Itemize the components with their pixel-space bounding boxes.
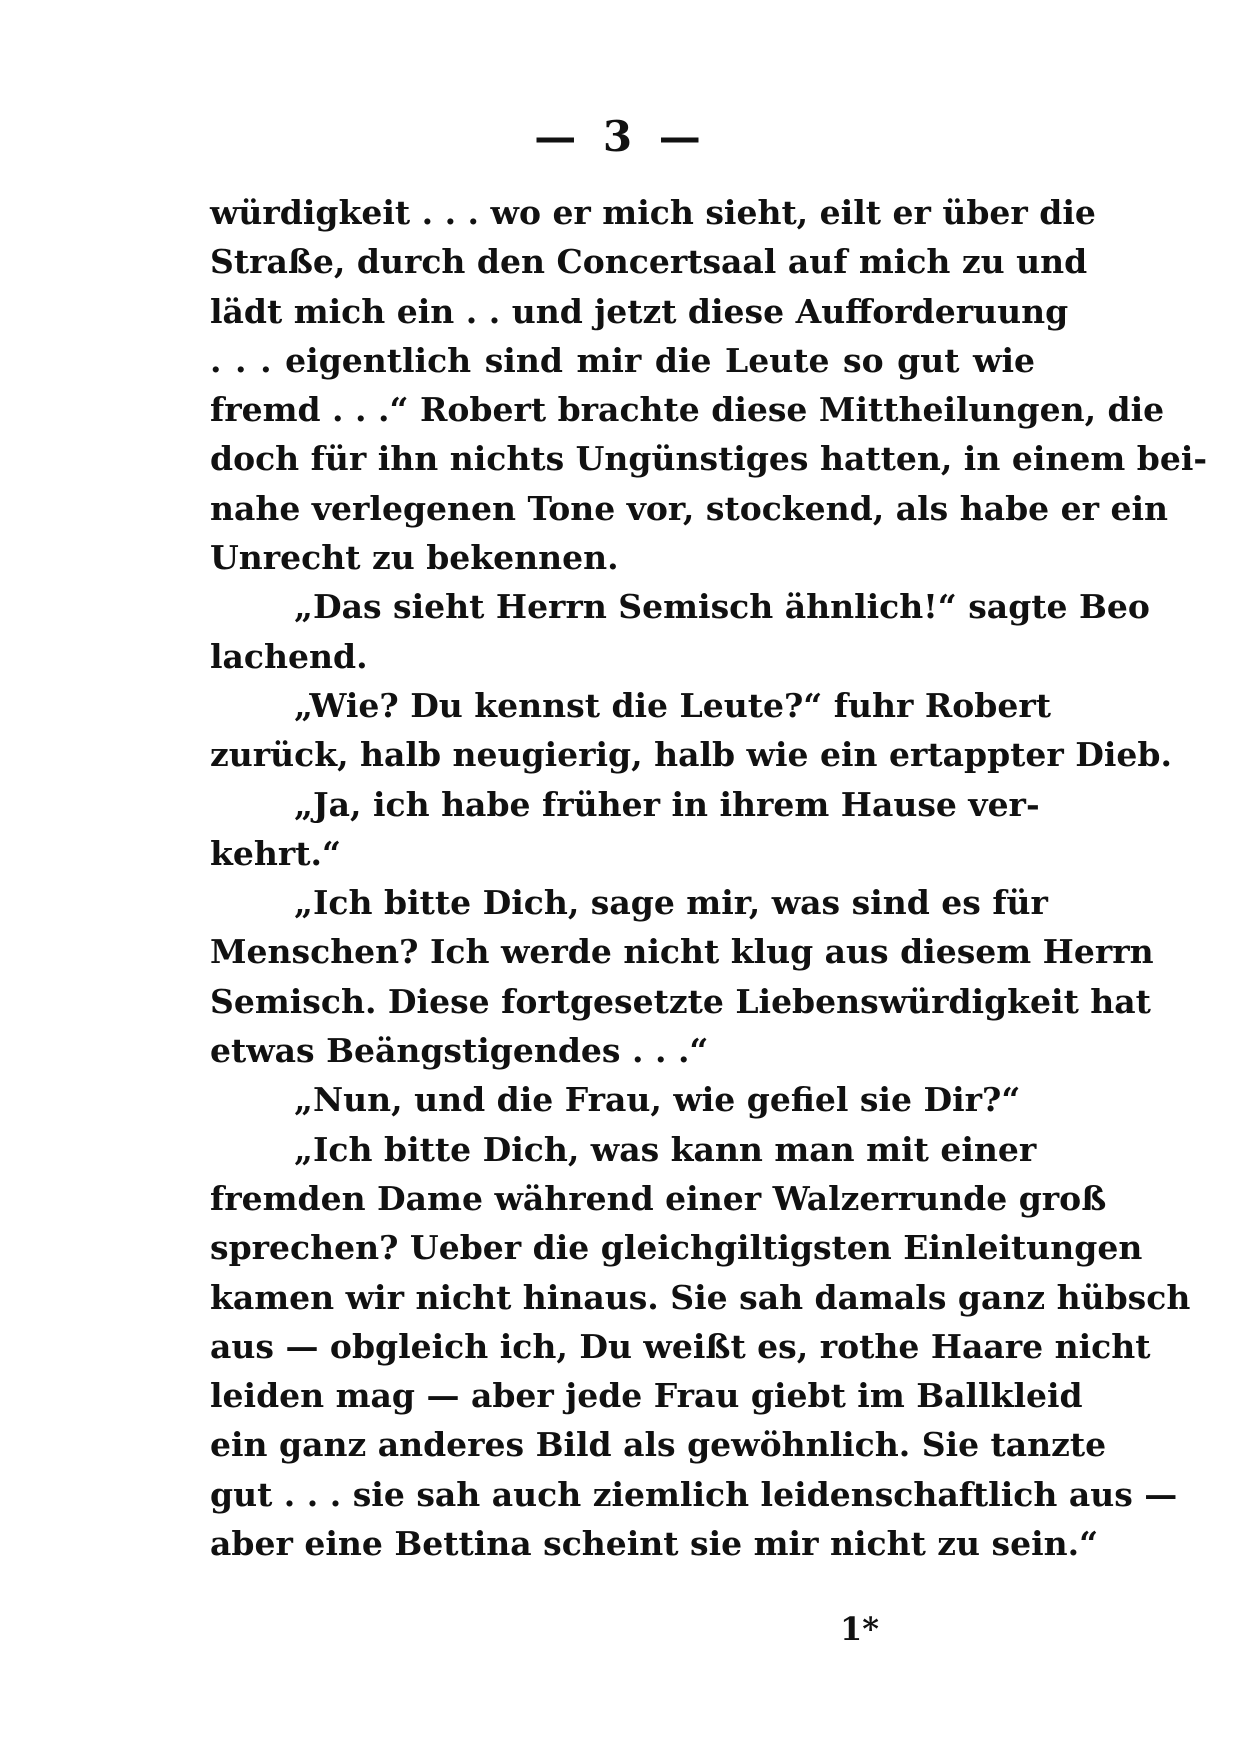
text-line: sprechen? Ueber die gleichgiltigsten Einleitungen <box>210 1228 1143 1268</box>
text-line: ein ganz anderes Bild als gewöhnlich. Sie tanzte <box>210 1425 1107 1465</box>
text-line: lachend. <box>210 636 368 676</box>
text-line: Semisch. Diese fortgesetzte Liebenswürdigkeit hat <box>210 981 1151 1021</box>
text-line: „Nun, und die Frau, wie gefiel sie Dir?“ <box>294 1080 1021 1120</box>
text-line: „Wie? Du kennst die Leute?“ fuhr Robert <box>294 685 1051 725</box>
text-line: „Ich bitte Dich, was kann man mit einer <box>294 1129 1037 1169</box>
text-line: kehrt.“ <box>210 833 341 873</box>
body-text <box>210 188 1208 1568</box>
text-line: lädt mich ein . . und jetzt diese Aufforderuung <box>210 291 1069 331</box>
text-line: Straße, durch den Concertsaal auf mich zu und <box>210 242 1088 282</box>
text-line: aus — obgleich ich, Du weißt es, rothe Haare nicht <box>210 1326 1151 1366</box>
text-line: „Ich bitte Dich, sage mir, was sind es für <box>294 883 1048 923</box>
text-line: Unrecht zu bekennen. <box>210 538 619 578</box>
text-line: „Das sieht Herrn Semisch ähnlich!“ sagte Beo <box>294 587 1150 627</box>
signature-mark: 1* <box>840 1610 879 1648</box>
text-line: zurück, halb neugierig, halb wie ein ertappter Dieb. <box>210 735 1172 775</box>
text-line: etwas Beängstigendes . . .“ <box>210 1031 709 1071</box>
text-line: leiden mag — aber jede Frau giebt im Ballkleid <box>210 1376 1083 1416</box>
text-line: Menschen? Ich werde nicht klug aus diesem Herrn <box>210 932 1154 972</box>
text-line: nahe verlegenen Tone vor, stockend, als habe er ein <box>210 488 1169 528</box>
text-line: würdigkeit . . . wo er mich sieht, eilt er über die <box>210 193 1096 232</box>
text-line: doch für ihn nichts Ungünstiges hatten, in einem bei- <box>210 439 1208 479</box>
text-line: fremden Dame während einer Walzerrunde groß <box>210 1178 1107 1218</box>
text-line: „Ja, ich habe früher in ihrem Hause ver- <box>294 784 1040 824</box>
text-line: aber eine Bettina scheint sie mir nicht zu sein.“ <box>210 1524 1099 1564</box>
page-number: — 3 — <box>534 112 707 161</box>
text-line: fremd . . .“ Robert brachte diese Mittheilungen, die <box>210 390 1165 430</box>
text-line: gut . . . sie sah auch ziemlich leidenschaftlich aus — <box>210 1474 1178 1514</box>
text-line: . . . eigentlich sind mir die Leute so gut wie <box>210 340 1035 380</box>
text-line: kamen wir nicht hinaus. Sie sah damals ganz hübsch <box>210 1277 1191 1317</box>
